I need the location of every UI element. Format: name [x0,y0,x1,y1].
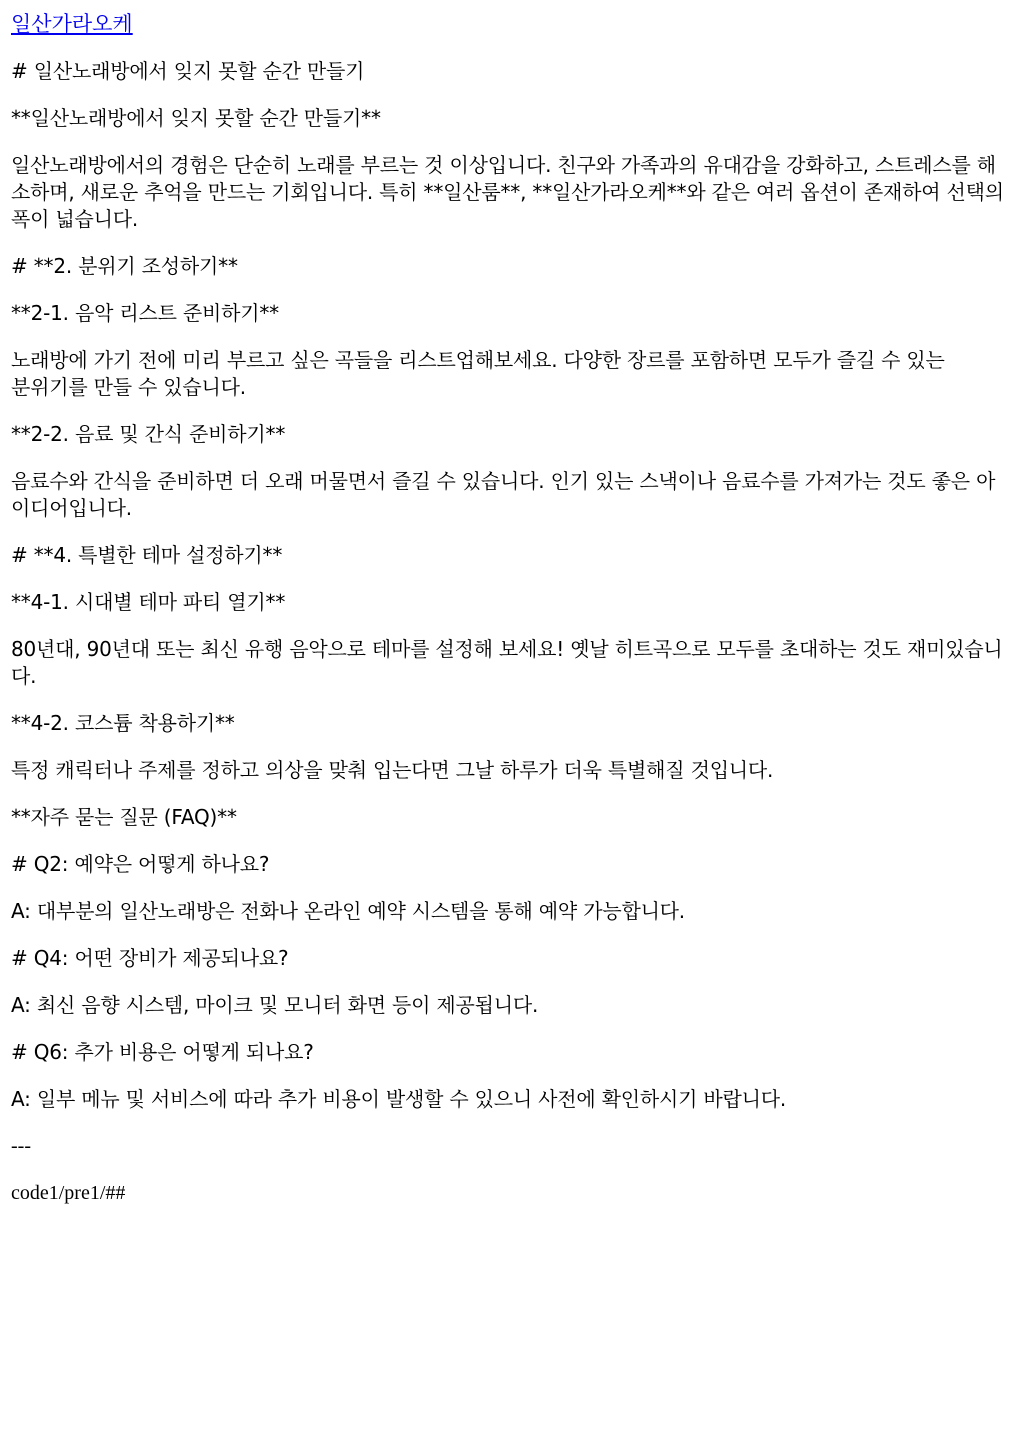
paragraph-4-2: 특정 캐릭터나 주제를 정하고 의상을 맞춰 입는다면 그날 하루가 더욱 특별해질 것입니다. [11,758,774,782]
heading-section-4: # **4. 특별한 테마 설정하기** [11,543,283,567]
subheading-4-2: **4-2. 코스튬 착용하기** [11,711,235,735]
faq-heading: **자주 묻는 질문 (FAQ)** [11,805,237,829]
faq-question-q2: # Q2: 예약은 어떻게 하나요? [11,852,270,876]
paragraph-2-2: 음료수와 간식을 준비하면 더 오래 머물면서 즐길 수 있습니다. 인기 있는 스낵이나 음료수를 가져가는 것도 좋은 아이디어입니다. [11,469,996,520]
subheading-4-1: **4-1. 시대별 테마 파티 열기** [11,590,286,614]
top-link-ilsan-karaoke[interactable]: 일산가라오케 [11,12,133,36]
divider-text: --- [11,1135,31,1157]
intro-paragraph: 일산노래방에서의 경험은 단순히 노래를 부르는 것 이상입니다. 친구와 가족과의 유대감을 강화하고, 스트레스를 해소하며, 새로운 추억을 만드는 기회입니다. 특히 **일산룸**, **일산가라오케**와 같은 여러 옵션이 존재하여 선택의 폭이 넓습니다. [11,153,1004,231]
subheading-2-1: **2-1. 음악 리스트 준비하기** [11,301,279,325]
faq-answer-q6: A: 일부 메뉴 및 서비스에 따라 추가 비용이 발생할 수 있으니 사전에 확인하시기 바랍니다. [11,1087,787,1111]
footer-code-text: code1/pre1/## [11,1182,126,1204]
faq-question-q4: # Q4: 어떤 장비가 제공되나요? [11,946,289,970]
paragraph-2-1: 노래방에 가기 전에 미리 부르고 싶은 곡들을 리스트업해보세요. 다양한 장르를 포함하면 모두가 즐길 수 있는 분위기를 만들 수 있습니다. [11,348,945,399]
faq-answer-q4: A: 최신 음향 시스템, 마이크 및 모니터 화면 등이 제공됩니다. [11,993,539,1017]
heading-main: # 일산노래방에서 잊지 못할 순간 만들기 [11,59,365,83]
heading-section-2: # **2. 분위기 조성하기** [11,254,238,278]
document-body [11,10,1011,1207]
faq-answer-q2: A: 대부분의 일산노래방은 전화나 온라인 예약 시스템을 통해 예약 가능합니다. [11,899,685,923]
heading-bold-main: **일산노래방에서 잊지 못할 순간 만들기** [11,106,381,130]
paragraph-4-1: 80년대, 90년대 또는 최신 유행 음악으로 테마를 설정해 보세요! 옛날 히트곡으로 모두를 초대하는 것도 재미있습니다. [11,637,1003,688]
faq-question-q6: # Q6: 추가 비용은 어떻게 되나요? [11,1040,314,1064]
subheading-2-2: **2-2. 음료 및 간식 준비하기** [11,422,286,446]
